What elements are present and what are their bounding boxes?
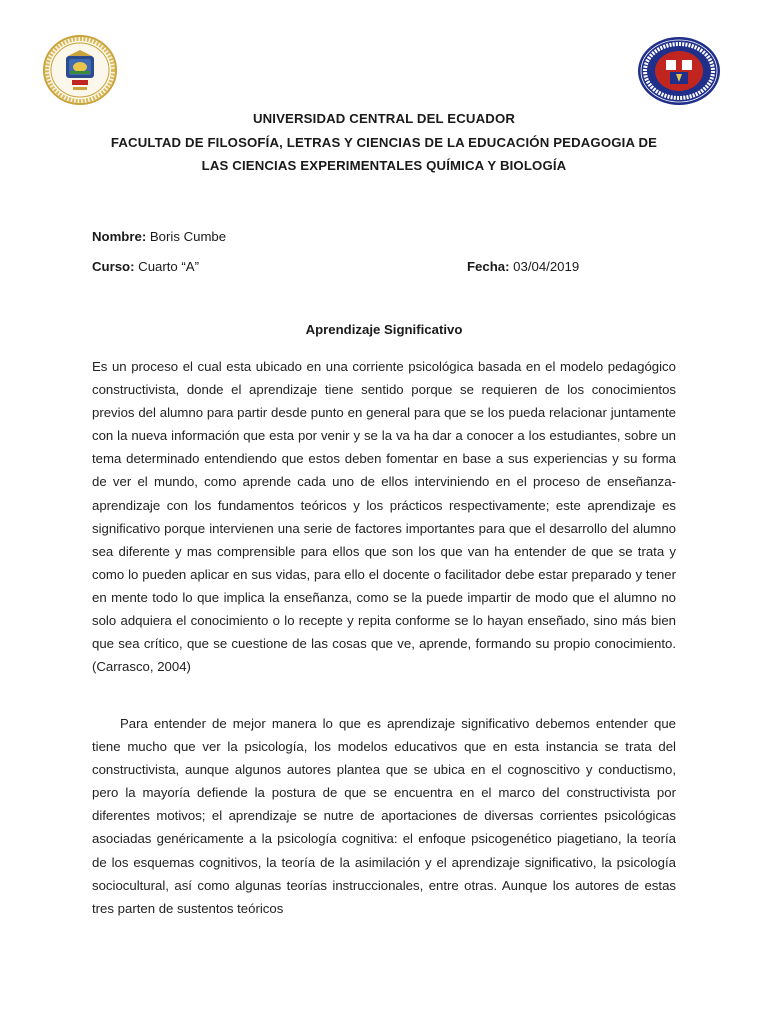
course-label: Curso: [92, 259, 135, 274]
faculty-name-heading: FACULTAD DE FILOSOFÍA, LETRAS Y CIENCIAS DE LA EDUCACIÓN PEDAGOGIA DE [110, 135, 658, 150]
name-value: Boris Cumbe [146, 229, 227, 244]
faculty-seal-logo [636, 36, 722, 106]
date-label: Fecha: [467, 259, 510, 274]
essay-title: Aprendizaje Significativo [305, 322, 463, 337]
course-value: Cuarto “A” [134, 259, 199, 274]
university-seal-logo [42, 34, 118, 106]
course-field [92, 259, 199, 274]
university-name-heading: UNIVERSIDAD CENTRAL DEL ECUADOR [252, 111, 516, 126]
name-label: Nombre: [92, 229, 147, 244]
date-field [467, 259, 579, 274]
seal-text [118, 34, 119, 35]
faculty-seal-text [722, 36, 723, 37]
faculty-name-heading-cont: LAS CIENCIAS EXPERIMENTALES QUÍMICA Y BIOLOGÍA [201, 158, 567, 173]
student-name-field [92, 229, 226, 244]
essay-paragraph-2: Para entender de mejor manera lo que es aprendizaje significativo debemos entender que tiene mucho que ver la psicología, los modelos educativos que en esta instancia se trata del constructivista, aunque algunos autores plantea que se ubica en el cognoscitivo y conductismo, pero la mayoría defiende la postura de que se encuentra en el marco del constructivista por diferentes motivos; el aprendizaje se nutre de aportaciones de diversas corrientes psicológicas asociadas genéricamente a la psicología cognitiva: el enfoque psicogenético piagetiano, la teoría de los esquemas cognitivos, la teoría de la asimilación y el aprendizaje significativo, la psicología sociocultural, así como algunas teorías instruccionales, entre otras. Aunque los autores de estas tres parten de sustentos teóricos [92, 716, 676, 916]
seal-year [118, 34, 119, 35]
date-value: 03/04/2019 [509, 259, 580, 274]
essay-paragraph-1: Es un proceso el cual esta ubicado en una corriente psicológica basada en el modelo pedagógico constructivista, donde el aprendizaje tiene sentido porque se requieren de los conocimientos previos del alumno para partir desde punto en general para que se los pueda relacionar juntamente con la nueva información que esta por venir y se la va ha dar a conocer a los estudiantes, sobre un tema determinado entendiendo que estos deben fomentar en base a sus experiencias y su forma de ver el mundo, como aprende cada uno de ellos interviniendo en el proceso de enseñanza-aprendizaje con los fundamentos teóricos y los prácticos respectivamente; este aprendizaje es significativo porque intervienen una serie de factores importantes para que el desarrollo del alumno sea diferente y mas comprensible para ellos que son los que van ha entender de que se trata y como lo pueden aplicar en sus vidas, para ello el docente o facilitador debe estar preparado y tener en mente todo lo que implica la enseñanza, como se la puede impartir de modo que el alumno no solo adquiera el conocimiento o lo recepte y repita conforme se lo hayan enseñado, sino más bien que sea crítico, que se cuestione de las cosas que ve, aprende, formando su propio conocimiento. (Carrasco, 2004) [92, 359, 676, 675]
